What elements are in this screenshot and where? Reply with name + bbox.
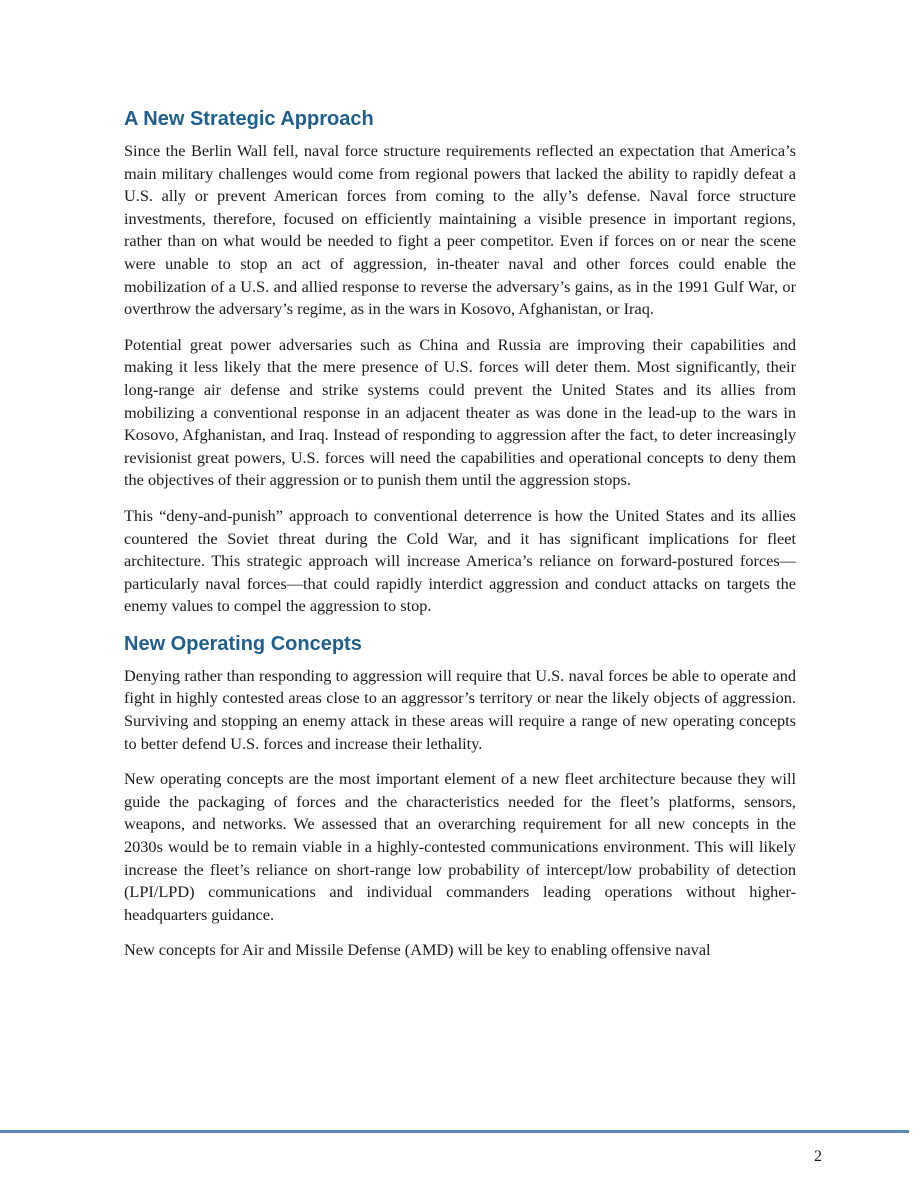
paragraph: New operating concepts are the most important element of a new fleet architecture because they will guide the packaging of forces and the characteristics needed for the fleet’s platforms, sensors, weapons, and networks. We assessed that an overarching requirement for all new concepts in the 2030s would be to remain viable in a highly-contested communications environment. This will likely increase the fleet’s reliance on short-range low probability of intercept/low probability of detection (LPI/LPD) communications and individual commanders leading operations without higher-headquarters guidance. [124,769,796,924]
paragraph: This “deny-and-punish” approach to conventional deterrence is how the United States and its allies countered the Soviet threat during the Cold War, and it has significant implications for fleet architecture. This strategic approach will increase America’s reliance on forward-postured forces—particularly naval forces—that could rapidly interdict aggression and conduct attacks on targets the enemy values to compel the aggression to stop. [124,505,796,616]
footer-divider [0,1130,909,1133]
page-number: 2 [814,1148,822,1165]
paragraph: Potential great power adversaries such as China and Russia are improving their capabilities and making it less likely that the mere presence of U.S. forces will deter them. Most significantly, their long-range air defense and strike systems could prevent the United States and its allies from mobilizing a conventional response in an adjacent theater as was done in the lead-up to the wars in Kosovo, Afghanistan, and Iraq. Instead of responding to aggression after the fact, to deter increasingly revisionist great powers, U.S. forces will need the capabilities and operational concepts to deny them the objectives of their aggression or to punish them until the aggression stops. [124,334,796,490]
paragraph: New concepts for Air and Missile Defense (AMD) will be key to enabling offensive naval [124,940,711,960]
section-heading-strategic-approach: A New Strategic Approach [124,108,374,130]
page-body [124,106,796,975]
section-heading-operating-concepts: New Operating Concepts [124,632,362,655]
paragraph: Since the Berlin Wall fell, naval force structure requirements reflected an expectation that America’s main military challenges would come from regional powers that lacked the ability to rapidly defeat a U.S. ally or prevent American forces from coming to the ally’s defense. Naval force structure investments, therefore, focused on efficiently maintaining a visible presence in important regions, rather than on what would be needed to fight a peer competitor. Even if forces on or near the scene were unable to stop an act of aggression, in-theater naval and other forces could enable the mobilization of a U.S. and allied response to reverse the adversary’s gains, as in the 1991 Gulf War, or overthrow the adversary’s regime, as in the wars in Kosovo, Afghanistan, or Iraq. [124,141,796,319]
paragraph: Denying rather than responding to aggression will require that U.S. naval forces be able to operate and fight in highly contested areas close to an aggressor’s territory or near the likely objects of aggression. Surviving and stopping an enemy attack in these areas will require a range of new operating concepts to better defend U.S. forces and increase their lethality. [124,665,796,753]
